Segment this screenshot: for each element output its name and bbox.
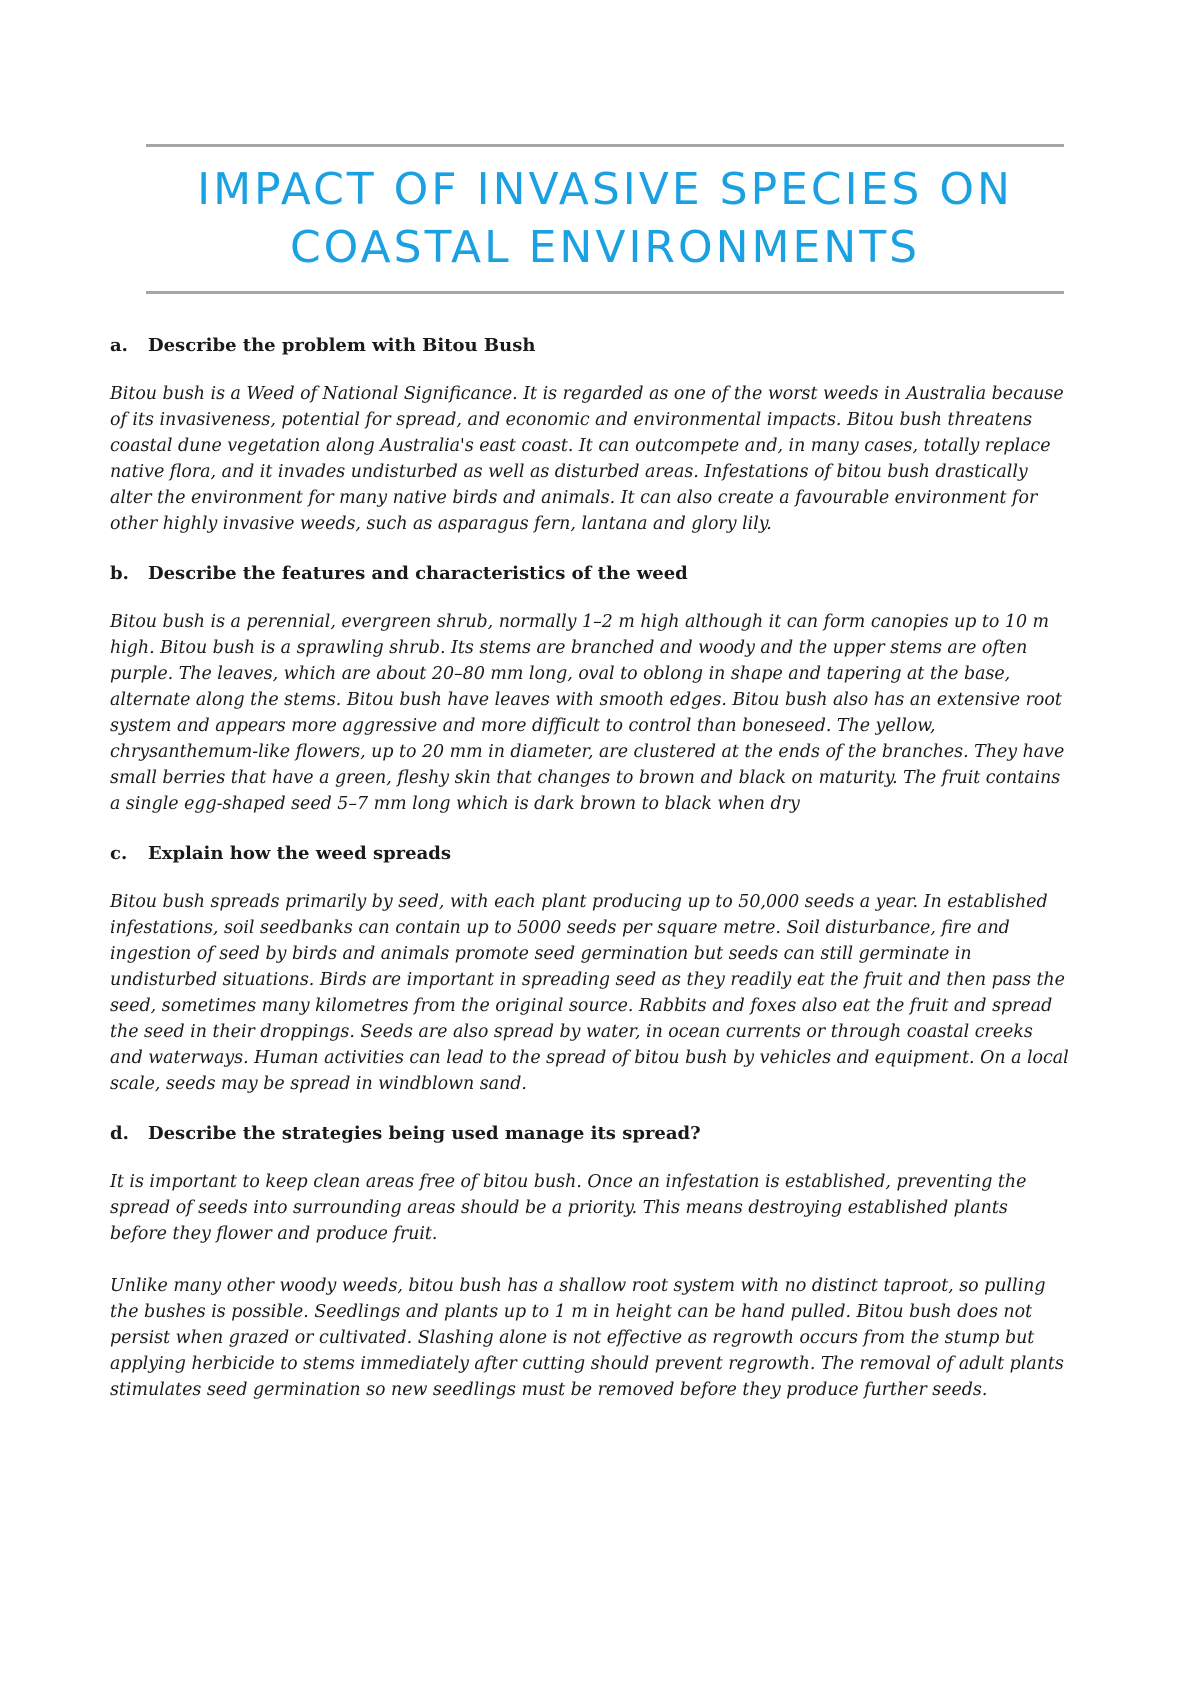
- section-letter: a.: [110, 335, 128, 356]
- section-heading: [110, 561, 1070, 587]
- section-b: [110, 561, 1070, 817]
- section-paragraph: Bitou bush spreads primarily by seed, with each plant producing up to 50,000 seeds a year. In established infestations, soil seedbanks can contain up to 5000 seeds per square metre. Soil disturbance, fire and ingestion of seed by birds and animals promote seed germination but seeds can still germinate in undisturbed situations. Birds are important in spreading seed as they readily eat the fruit and then pass the seed, sometimes many kilometres from the original source. Rabbits and foxes also eat the fruit and spread the seed in their droppings. Seeds are also spread by water, in ocean currents or through coastal creeks and waterways. Human activities can lead to the spread of bitou bush by vehicles and equipment. On a local scale, seeds may be spread in windblown sand.: [110, 892, 1069, 1094]
- section-heading: [110, 333, 1070, 359]
- section-heading-text: Explain how the weed spreads: [148, 843, 451, 864]
- section-heading: [110, 841, 1070, 867]
- title-block: [146, 144, 1064, 294]
- section-paragraph: Unlike many other woody weeds, bitou bush has a shallow root system with no distinct taproot, so pulling the bushes is possible. Seedlings and plants up to 1 m in height can be hand pulled. Bitou bush does not persist when grazed or cultivated. Slashing alone is not effective as regrowth occurs from the stump but applying herbicide to stems immediately after cutting should prevent regrowth. The removal of adult plants stimulates seed germination so new seedlings must be removed before they produce further seeds.: [110, 1276, 1064, 1400]
- section-letter: d.: [110, 1123, 129, 1144]
- section-heading-text: Describe the problem with Bitou Bush: [148, 335, 536, 356]
- document-body: [110, 333, 1070, 1427]
- section-a: [110, 333, 1070, 537]
- section-heading-text: Describe the features and characteristics of the weed: [148, 563, 688, 584]
- section-letter: c.: [110, 843, 128, 864]
- section-heading: [110, 1121, 1070, 1147]
- section-d: [110, 1121, 1070, 1403]
- section-letter: b.: [110, 563, 129, 584]
- page-title-line-2: COASTAL ENVIRONMENTS: [289, 222, 921, 273]
- section-paragraph: Bitou bush is a perennial, evergreen shrub, normally 1–2 m high although it can form canopies up to 10 m high. Bitou bush is a sprawling shrub. Its stems are branched and woody and the upper stems are often purple. The leaves, which are about 20–80 mm long, oval to oblong in shape and tapering at the base, alternate along the stems. Bitou bush have leaves with smooth edges. Bitou bush also has an extensive root system and appears more aggressive and more difficult to control than boneseed. The yellow, chrysanthemum-like flowers, up to 20 mm in diameter, are clustered at the ends of the branches. They have small berries that have a green, fleshy skin that changes to brown and black on maturity. The fruit contains a single egg-shaped seed 5–7 mm long which is dark brown to black when dry: [110, 612, 1065, 814]
- page-title-line-1: IMPACT OF INVASIVE SPECIES ON: [197, 164, 1013, 215]
- section-paragraph: Bitou bush is a Weed of National Significance. It is regarded as one of the worst weeds in Australia because of its invasiveness, potential for spread, and economic and environmental impacts. Bitou bush threatens coastal dune vegetation along Australia's east coast. It can outcompete and, in many cases, totally replace native flora, and it invades undisturbed as well as disturbed areas. Infestations of bitou bush drastically alter the environment for many native birds and animals. It can also create a favourable environment for other highly invasive weeds, such as asparagus fern, lantana and glory lily.: [110, 384, 1064, 534]
- section-heading-text: Describe the strategies being used manage its spread?: [148, 1123, 701, 1144]
- section-c: [110, 841, 1070, 1097]
- section-paragraph: It is important to keep clean areas free of bitou bush. Once an infestation is established, preventing the spread of seeds into surrounding areas should be a priority. This means destroying established plants before they flower and produce fruit.: [110, 1172, 1027, 1244]
